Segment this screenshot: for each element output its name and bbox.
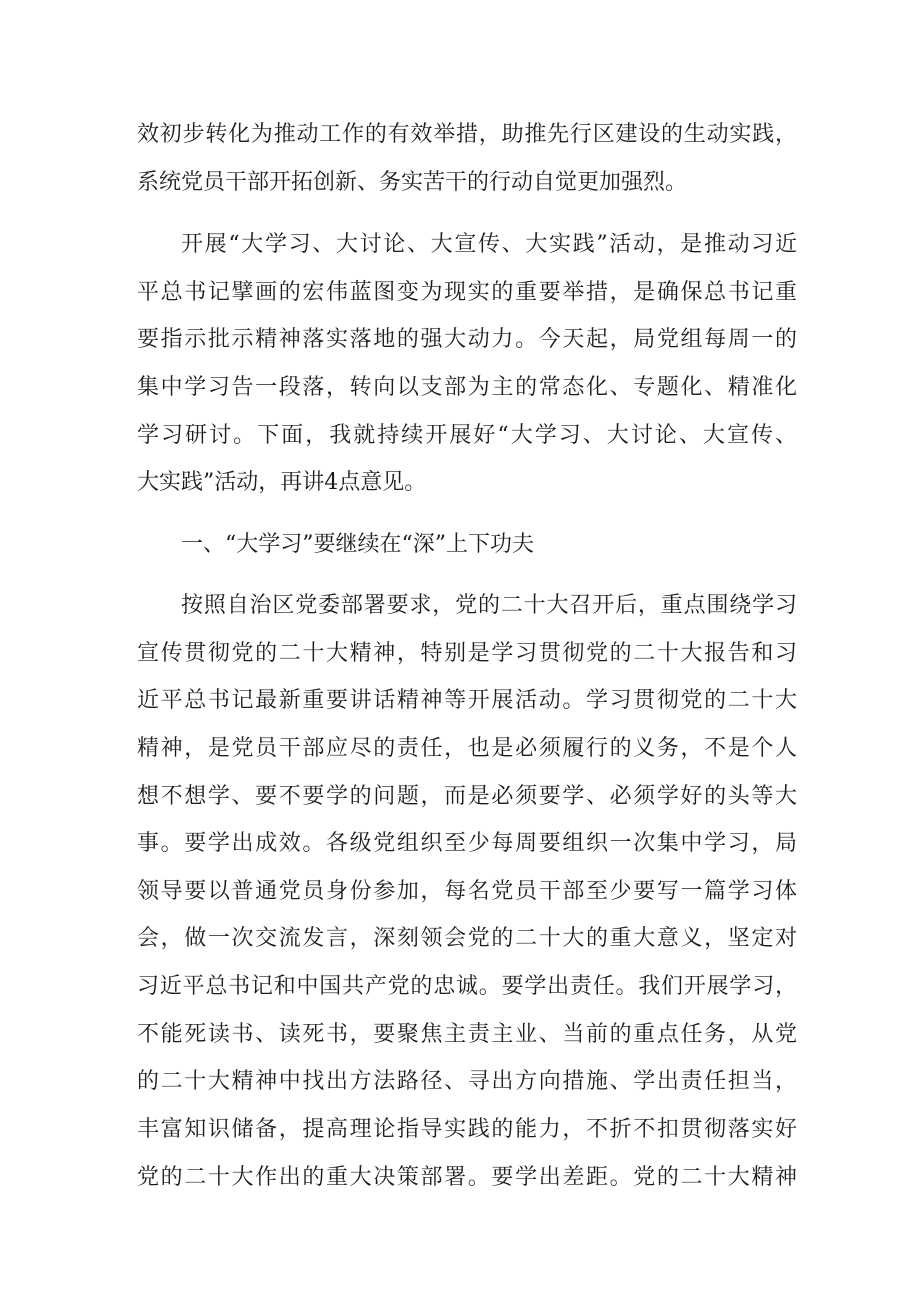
paragraph-line: 大实践”活动，再讲4点意见。 (137, 470, 427, 495)
paragraph-line: 想不想学、要不要学的问题，而是必须要学、必须学好的头等大 (137, 784, 797, 809)
paragraph-line: 丰富知识储备，提高理论指导实践的能力，不折不扣贯彻落实好 (137, 1117, 797, 1142)
paragraph-line: 效初步转化为推动工作的有效举措，助推先行区建设的生动实践， (137, 122, 797, 147)
paragraph-line: 领导要以普通党员身份参加，每名党员干部至少要写一篇学习体 (137, 879, 797, 904)
paragraph-line: 开展“大学习、大讨论、大宣传、大实践”活动，是推动习近 (181, 232, 797, 257)
paragraph-line: 学习研讨。下面，我就持续开展好“大学习、大讨论、大宣传、 (137, 423, 797, 448)
paragraph-line: 的二十大精神中找出方法路径、寻出方向措施、学出责任担当， (137, 1069, 797, 1094)
paragraph-line: 平总书记擘画的宏伟蓝图变为现实的重要举措，是确保总书记重 (137, 280, 797, 305)
paragraph-line: 习近平总书记和中国共产党的忠诚。要学出责任。我们开展学习， (137, 974, 797, 999)
paragraph-line: 系统党员干部开拓创新、务实苦干的行动自觉更加强烈。 (137, 170, 688, 195)
section-heading: 一、“大学习”要继续在“深”上下功夫 (181, 532, 534, 557)
paragraph-line: 集中学习告一段落，转向以支部为主的常态化、专题化、精准化 (137, 375, 797, 400)
paragraph-line: 事。要学出成效。各级党组织至少每周要组织一次集中学习，局 (137, 831, 797, 856)
paragraph-line: 党的二十大作出的重大决策部署。要学出差距。党的二十大精神 (137, 1165, 797, 1190)
paragraph-line: 不能死读书、读死书，要聚焦主责主业、当前的重点任务，从党 (137, 1022, 797, 1047)
paragraph-line: 按照自治区党委部署要求，党的二十大召开后，重点围绕学习 (181, 593, 797, 618)
paragraph-line: 精神，是党员干部应尽的责任，也是必须履行的义务，不是个人 (137, 736, 797, 761)
paragraph-line: 近平总书记最新重要讲话精神等开展活动。学习贯彻党的二十大 (137, 688, 797, 713)
paragraph-line: 要指示批示精神落实落地的强大动力。今天起，局党组每周一的 (137, 327, 797, 352)
paragraph-line: 宣传贯彻党的二十大精神，特别是学习贯彻党的二十大报告和习 (137, 641, 797, 666)
paragraph-line: 会，做一次交流发言，深刻领会党的二十大的重大意义，坚定对 (137, 926, 797, 951)
